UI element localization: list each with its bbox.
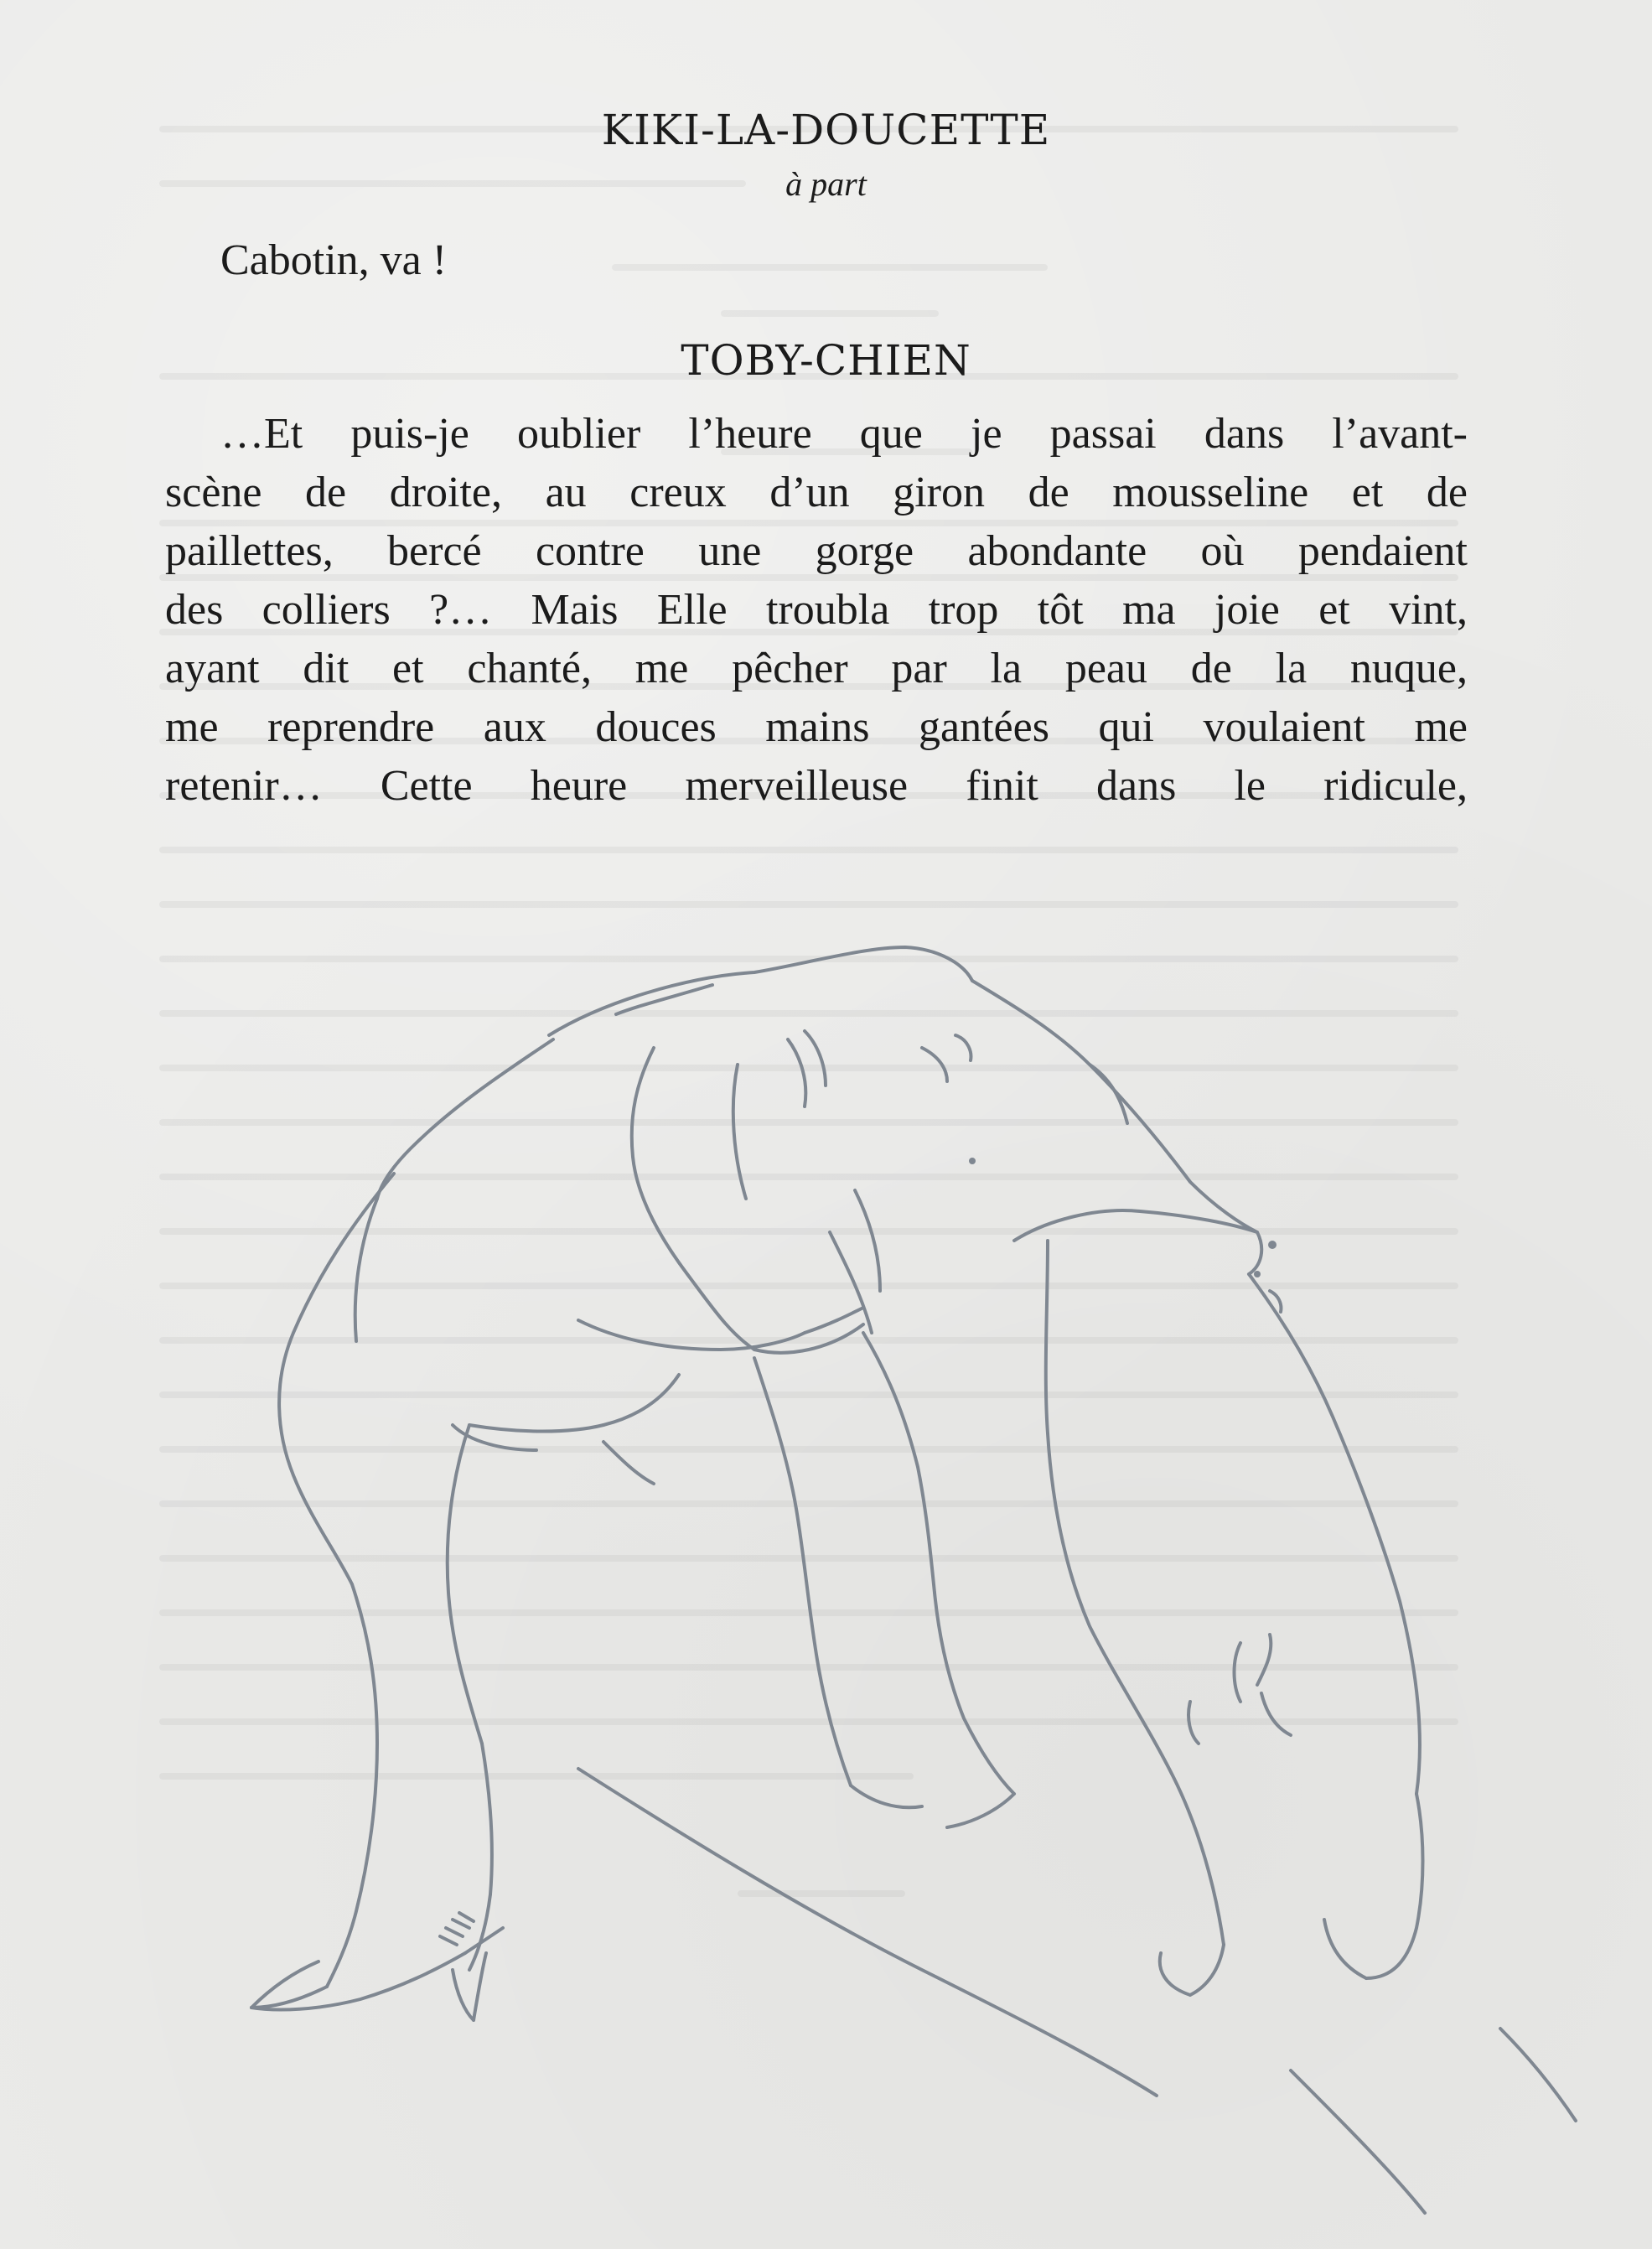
speech-line-7: retenir… Cette heure merveilleuse finit dans le ridicule, bbox=[165, 762, 1468, 810]
speech-line-3: paillettes, bercé contre une gorge abondante où pendaient bbox=[165, 527, 1468, 575]
ground-line bbox=[578, 1769, 1157, 2096]
arm-contour bbox=[1046, 1241, 1224, 1945]
back-contour bbox=[549, 947, 972, 1035]
speech-line-6: me reprendre aux douces mains gantées qui voulaient me bbox=[165, 703, 1468, 751]
inner-leg-contour bbox=[469, 1425, 603, 1432]
speaker-kiki: KIKI-LA-DOUCETTE bbox=[601, 106, 1051, 154]
left-leg-contour bbox=[279, 1174, 394, 1584]
speech-line-4: des colliers ?… Mais Elle troubla trop tôt ma joie et vint, bbox=[165, 586, 1468, 634]
speech-kiki: Cabotin, va ! bbox=[220, 236, 448, 284]
speech-line-2: scène de droite, au creux d’un giron de mousseline et de bbox=[165, 469, 1468, 516]
shoulder-contour bbox=[972, 981, 1257, 1232]
right-leg-contour bbox=[754, 1358, 851, 1785]
head-contour bbox=[1014, 1210, 1261, 1274]
stage-direction: à part bbox=[785, 165, 867, 203]
shoe-contour bbox=[251, 1961, 318, 2008]
speech-line-5: ayant dit et chanté, me pêcher par la peau de la nuque, bbox=[165, 645, 1468, 692]
speech-line-1: …Et puis-je oublier l’heure que je passai dans l’avant- bbox=[220, 410, 1468, 458]
speaker-toby: TOBY-CHIEN bbox=[681, 336, 971, 385]
waist-contour bbox=[578, 1320, 805, 1350]
torso-contour bbox=[632, 1048, 754, 1350]
